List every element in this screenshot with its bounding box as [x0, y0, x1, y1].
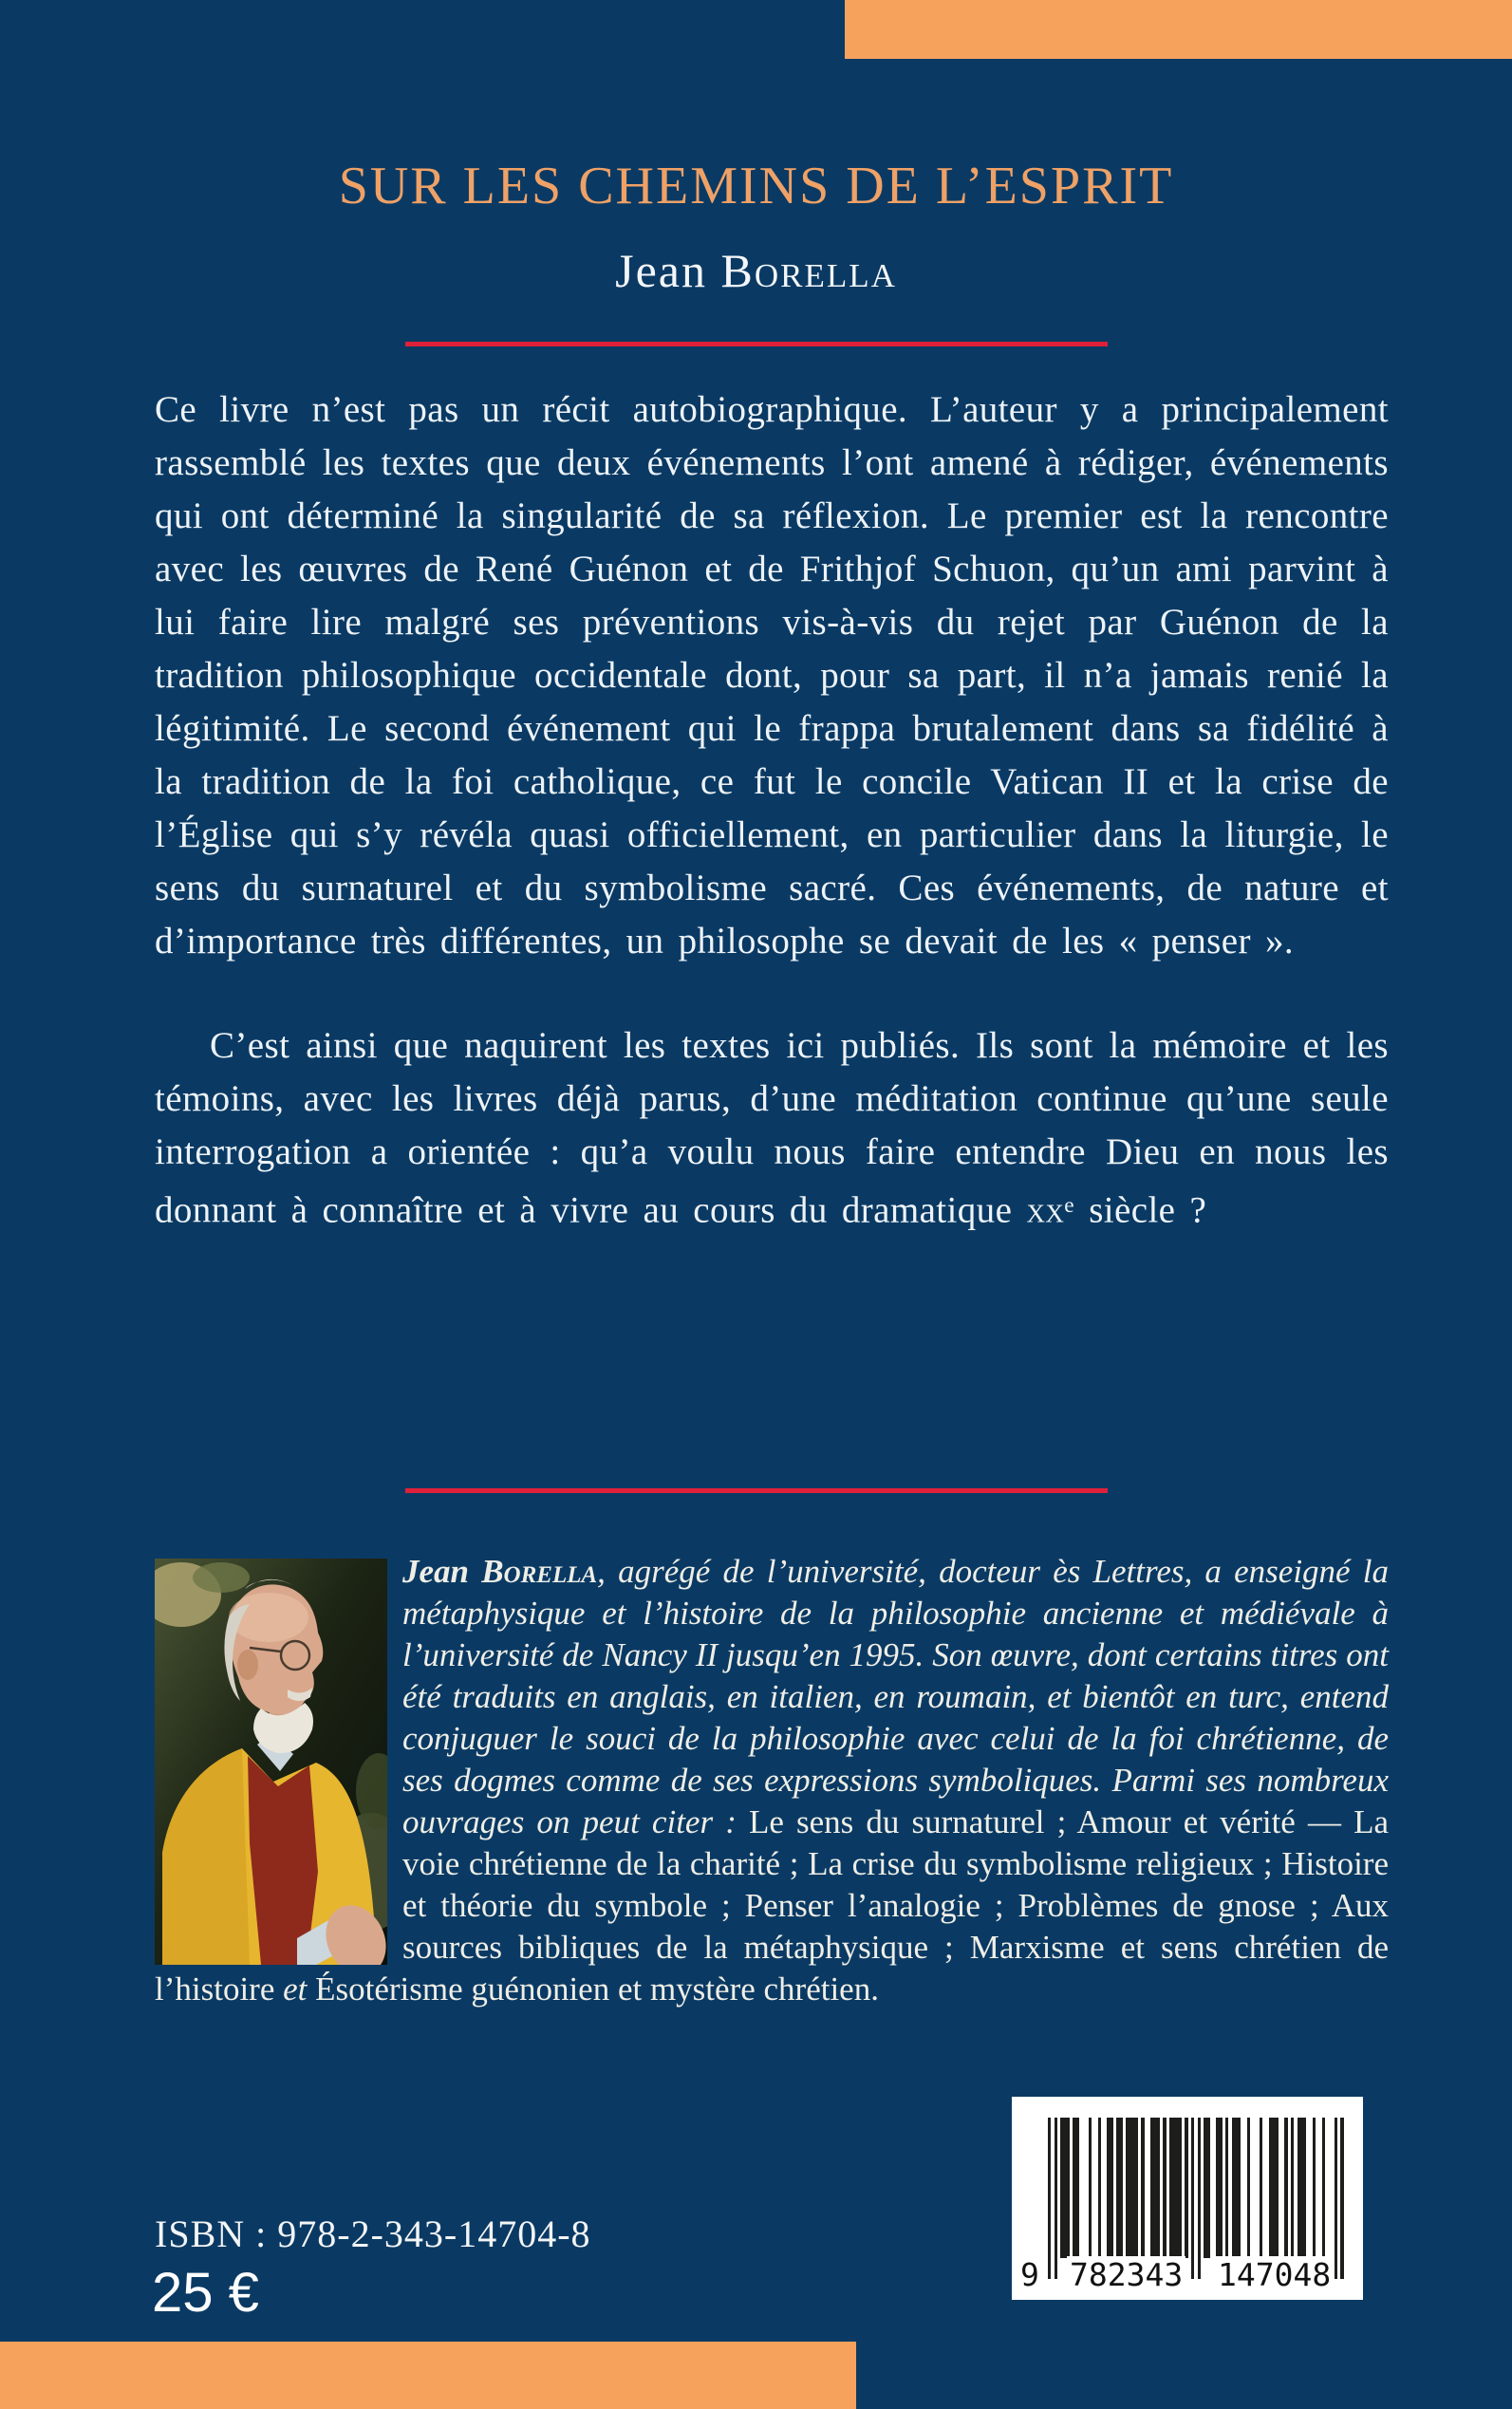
- bio-book-title-last: Ésotérisme guénonien et mystère chrétien.: [315, 1970, 879, 2008]
- bio-conjunction: et: [283, 1970, 316, 2008]
- bio-author-first-name: Jean: [402, 1553, 482, 1590]
- synopsis: [155, 383, 1389, 1238]
- separator-rule-top: [405, 342, 1108, 346]
- barcode-digit-lead: 9: [1017, 2256, 1042, 2293]
- barcode-bars: [1048, 2118, 1344, 2279]
- separator-rule-bottom: [405, 1488, 1108, 1493]
- bio-book-titles: Le sens du surnaturel ; Amour et vérité — La voie chrétienne de la charité ; La crise du symbolisme religieux ; Histoire et théorie du symbole ; Penser l’analogie ; Problèmes de gnose ; Aux sources bibliques de la métaphysique ; Marxisme et sens chrétien de l’histoire: [155, 1803, 1389, 2008]
- synopsis-paragraph-2-end: siècle ?: [1074, 1189, 1207, 1231]
- bottom-orange-accent-bar: [0, 2342, 856, 2409]
- author-first-name: Jean: [615, 244, 707, 297]
- century-numeral: xx: [1026, 1189, 1065, 1231]
- barcode-digits: [1012, 2256, 1363, 2300]
- author-last-name: Borella: [720, 244, 897, 297]
- bio-text: , agrégé de l’université, docteur ès Lettres, a enseigné la métaphysique et l’histoire de la philosophie ancienne et médiévale à l’université de Nancy II jusqu’en 1995. Son œuvre, dont certains titres ont été traduits en anglais, en italien, en roumain, et bientôt en turc, entend conjuguer le souci de la philosophie avec celui de la foi chrétienne, de ses dogmes comme de ses expressions symboliques. Parmi ses nombreux ouvrages on peut citer :: [402, 1553, 1389, 1840]
- author-photo: [155, 1559, 387, 1965]
- bio-author-last-name: Borella: [481, 1553, 598, 1590]
- synopsis-paragraph-2-text: C’est ainsi que naquirent les textes ici publiés. Ils sont la mémoire et les témoins, avec les livres déjà parus, d’une méditation continue qu’une seule interrogation a orientée : qu’a voulu nous faire entendre Dieu en nous les donnant à connaître et à vivre au cours du dramatique: [155, 1025, 1389, 1231]
- barcode-digits-right: 147048: [1215, 2256, 1334, 2293]
- barcode-digits-left: 782343: [1067, 2256, 1185, 2293]
- synopsis-paragraph-2: [155, 1019, 1389, 1238]
- book-title: SUR LES CHEMINS DE L’ESPRIT: [338, 157, 1174, 215]
- top-orange-accent-bar: [845, 0, 1512, 59]
- barcode: [1012, 2097, 1363, 2300]
- price: 25 €: [152, 2262, 259, 2324]
- isbn: ISBN : 978-2-343-14704-8: [155, 2213, 591, 2255]
- author-name: [0, 243, 1512, 298]
- synopsis-paragraph-1: Ce livre n’est pas un récit autobiographique. L’auteur y a principalement rassemblé les textes que deux événements l’ont amené à rédiger, événements qui ont déterminé la singularité de sa réflexion. Le premier est la rencontre avec les œuvres de René Guénon et de Frithjof Schuon, qu’un ami parvint à lui faire lire malgré ses préventions vis-à-vis du rejet par Guénon de la tradition philosophique occidentale dont, pour sa part, il n’a jamais renié la légitimité. Le second événement qui le frappa brutalement dans sa fidélité à la tradition de la foi catholique, ce fut le concile Vatican II et la crise de l’Église qui s’y révéla quasi officiellement, en particulier dans la liturgie, le sens du surnaturel et du symbolisme sacré. Ces événements, de nature et d’importance très différentes, un philosophe se devait de les « penser ».: [155, 389, 1389, 962]
- century-ordinal-superscript: e: [1064, 1193, 1075, 1218]
- author-bio: [155, 1551, 1389, 2010]
